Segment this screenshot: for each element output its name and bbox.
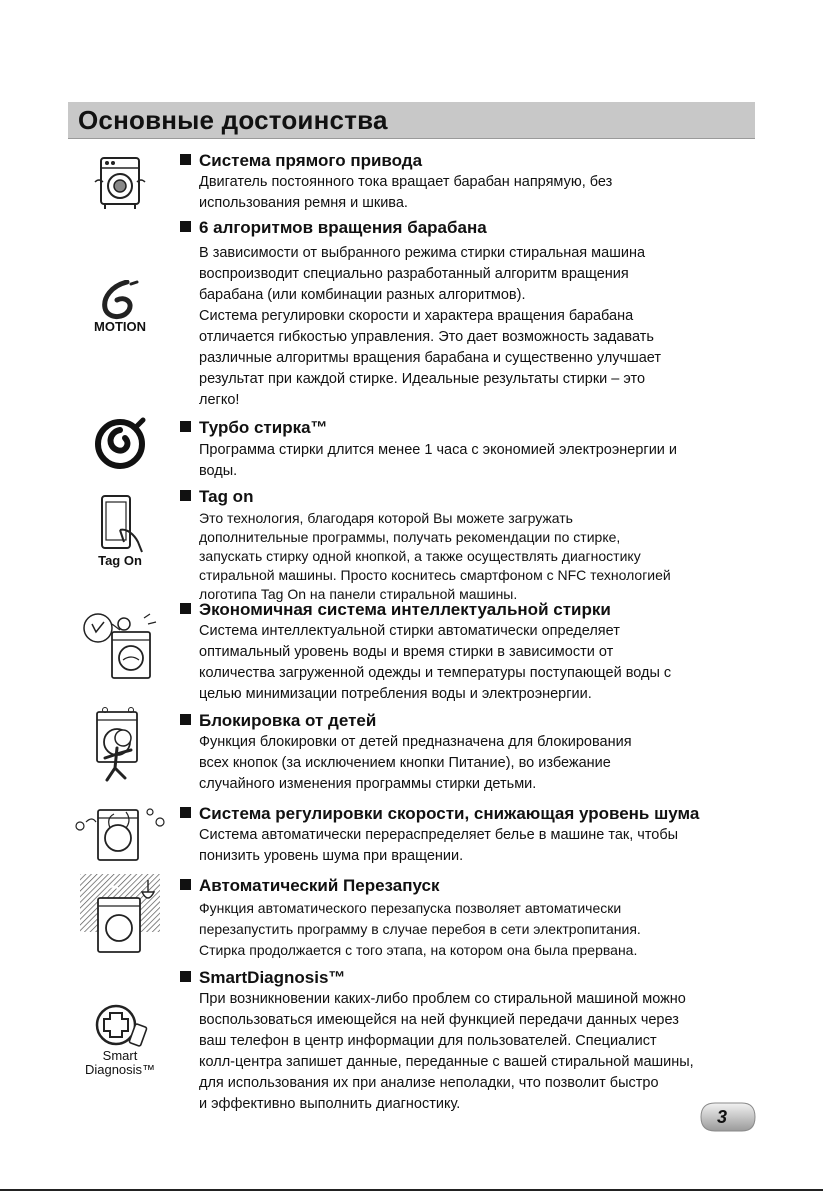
six-motion-icon: [72, 280, 168, 334]
title-bar: [68, 102, 755, 139]
low-noise-icon: [72, 800, 168, 864]
feature-text: Система интеллектуальной стирки автоматически определяет оптимальный уровень воды и время стирки в зависимости от количества загруженной одежды и температуры поступающей воды с целью минимизации потребления воды и электроэнергии.: [199, 623, 672, 702]
auto-restart-icon: [72, 872, 168, 958]
bottom-rule: [0, 1189, 823, 1191]
feature-text: Функция блокировки от детей предназначена для блокирования всех кнопок (за исключением кнопки Питание), во избежание случайного изменения программы стирки детьми.: [199, 734, 632, 792]
feature-text: При возникновении каких-либо проблем со стиральной машиной можно воспользоваться имеющейся на ней функцией передачи данных через ваш телефон в центр информации для пользователей. Специалист колл-центра запишет данные, переданные с вашей стиральной машины, для использования их при анализе неполадки, что позволит быстро и эффективно выполнить диагностику.: [199, 991, 694, 1112]
tag-on-label: Tag On: [98, 553, 142, 568]
feature-heading: Блокировка от детей: [180, 711, 376, 731]
feature-text: Программа стирки длится менее 1 часа с экономией электроэнергии и воды.: [199, 442, 678, 479]
feature-text: Двигатель постоянного тока вращает барабан напрямую, без использования ремня и шкива.: [199, 174, 613, 211]
washing-machine-direct-drive-icon: [72, 152, 168, 212]
turbo-wash-swirl-icon: [72, 416, 168, 472]
bullet-square-icon: [180, 154, 191, 165]
child-lock-icon: [72, 706, 168, 790]
page-number-tab: [700, 1102, 756, 1132]
feature-heading: Турбо стирка™: [180, 418, 328, 438]
bullet-square-icon: [180, 807, 191, 818]
smart-diagnosis-icon: [72, 1003, 168, 1077]
feature-heading: Система прямого привода: [180, 151, 422, 171]
feature-text: Это технология, благодаря которой Вы можете загружать дополнительные программы, получать рекомендации по стирке, запускать стирку одной кнопкой, а также осуществлять диагностику стиральной машины. Просто коснитесь смартфоном с NFC технологией логотипа Tag On на панели стиральной машины.: [199, 510, 671, 602]
feature-heading: Автоматический Перезапуск: [180, 876, 440, 896]
page-number: 3: [716, 1107, 727, 1127]
bullet-square-icon: [180, 221, 191, 232]
tag-on-phone-icon: [72, 494, 168, 568]
bullet-square-icon: [180, 490, 191, 501]
bullet-square-icon: [180, 714, 191, 725]
feature-text: Функция автоматического перезапуска позволяет автоматически перезапустить программу в случае перебоя в сети электропитания. Стирка продолжается с того этапа, на котором она была прервана.: [199, 900, 641, 958]
feature-heading: Экономичная система интеллектуальной стирки: [180, 600, 611, 620]
bullet-square-icon: [180, 879, 191, 890]
smart-diagnosis-label-1: Smart: [102, 1048, 138, 1063]
bullet-square-icon: [180, 421, 191, 432]
six-motion-label: MOTION: [94, 319, 146, 334]
feature-text: Система автоматически перераспределяет белье в машине так, чтобы понизить уровень шума при вращении.: [199, 827, 679, 864]
bullet-square-icon: [180, 603, 191, 614]
bullet-square-icon: [180, 971, 191, 982]
page-title: Основные достоинства: [78, 105, 388, 135]
feature-heading: SmartDiagnosis™: [180, 968, 345, 988]
feature-text: В зависимости от выбранного режима стирки стиральная машина воспроизводит специально разработанный алгоритм вращения барабана (или комбинации разных алгоритмов). Система регулировки скорости и характера вращения барабана отличается гибкостью управления. Это дает возможность задавать различные алгоритмы вращения барабана и существенно улучшает результат при каждой стирке. Идеальные результаты стирки – это легко!: [199, 245, 662, 408]
feature-heading: Tag on: [180, 487, 253, 507]
intelligent-wash-icon: [72, 610, 168, 684]
feature-heading: 6 алгоритмов вращения барабана: [180, 218, 487, 238]
feature-heading: Система регулировки скорости, снижающая уровень шума: [180, 804, 699, 824]
smart-diagnosis-label-2: Diagnosis™: [84, 1062, 156, 1077]
